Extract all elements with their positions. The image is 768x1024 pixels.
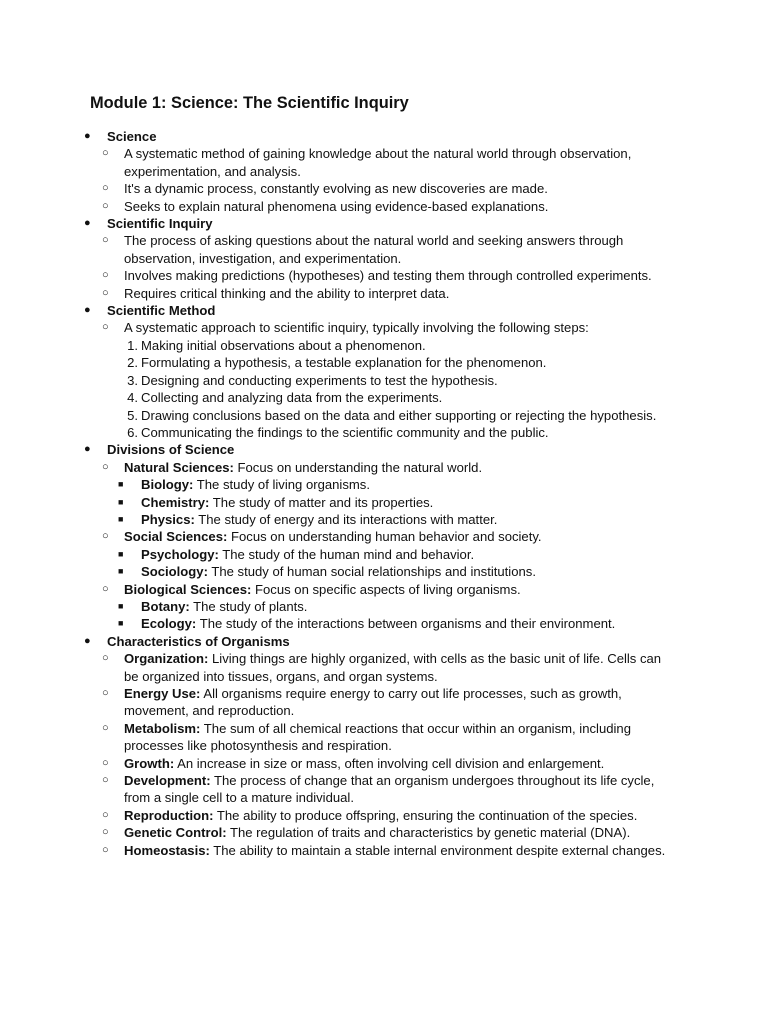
term-label: Growth: [124, 755, 175, 771]
bullet-hollow-icon: ○ [102, 687, 109, 699]
bullet-filled-icon: ● [84, 634, 91, 647]
step-text: Collecting and analyzing data from the experiments. [141, 390, 443, 406]
bullet-hollow-icon: ○ [102, 234, 109, 247]
bullet-filled-icon: ● [84, 443, 91, 456]
bullet-hollow-icon: ○ [102, 530, 109, 543]
item-text: An increase in size or mass, often involving cell division and enlargement. [174, 755, 605, 771]
list-item [0, 650, 768, 685]
bullet-hollow-icon: ○ [102, 756, 109, 769]
list-item [0, 842, 768, 859]
term-label: Botany: [141, 598, 190, 614]
list-item [0, 459, 768, 476]
list-item [0, 685, 768, 720]
term-label: Chemistry: [141, 494, 210, 510]
step-text: Designing and conducting experiments to test the hypothesis. [141, 372, 498, 388]
bullet-square-icon: ■ [118, 618, 124, 629]
step-number: 5. [127, 407, 138, 423]
sub-item [0, 563, 768, 580]
step-number: 6. [127, 424, 138, 440]
section-heading-text: Science [107, 129, 157, 144]
term-label: Biology: [141, 477, 194, 493]
section-heading [0, 633, 768, 650]
bullet-hollow-icon: ○ [102, 321, 109, 334]
bullet-hollow-icon: ○ [102, 582, 109, 595]
list-item [0, 198, 768, 215]
list-item [0, 772, 768, 807]
bullet-hollow-icon: ○ [102, 199, 109, 212]
section-heading [0, 302, 768, 319]
item-text: The sum of all chemical reactions that occur within an organism, including processes like photosynthesis and respiration. [124, 720, 631, 754]
step-item [0, 389, 768, 406]
sub-item [0, 546, 768, 563]
list-item [0, 755, 768, 772]
item-text: The regulation of traits and characteristics by genetic material (DNA). [226, 825, 631, 841]
term-label: Physics: [141, 511, 195, 527]
section-heading [0, 215, 768, 232]
section-heading-text: Scientific Method [107, 303, 216, 319]
bullet-hollow-icon: ○ [102, 269, 109, 282]
step-text: Drawing conclusions based on the data and either supporting or rejecting the hypothesis. [141, 407, 657, 423]
item-text: Seeks to explain natural phenomena using evidence-based explanations. [124, 198, 549, 214]
item-text: Living things are highly organized, with cells as the basic unit of life. Cells can be organized into tissues, organs, and organ systems. [124, 651, 662, 684]
step-text: Making initial observations about a phenomenon. [141, 337, 426, 353]
bullet-hollow-icon: ○ [102, 774, 109, 787]
item-text: The process of asking questions about the natural world and seeking answers through observation, investigation, and experimentation. [124, 233, 624, 266]
item-text: The study of energy and its interactions with matter. [194, 511, 498, 527]
item-text: All organisms require energy to carry out life processes, such as growth, movement, and reproduction. [124, 686, 622, 719]
bullet-square-icon: ■ [118, 479, 124, 490]
term-label: Homeostasis: [124, 842, 210, 858]
step-number: 3. [127, 372, 138, 388]
item-text: The study of human social relationships and institutions. [207, 564, 536, 580]
bullet-hollow-icon: ○ [102, 826, 109, 839]
step-number: 1. [127, 337, 138, 353]
term-label: Genetic Control: [124, 825, 227, 841]
step-item [0, 407, 768, 424]
outline-list [0, 128, 768, 859]
bullet-hollow-icon: ○ [102, 460, 109, 473]
bullet-hollow-icon: ○ [102, 808, 109, 821]
list-item [0, 285, 768, 302]
term-label: Organization: [124, 651, 209, 667]
list-item [0, 581, 768, 598]
step-item [0, 424, 768, 441]
step-text: Formulating a hypothesis, a testable explanation for the phenomenon. [141, 355, 547, 371]
section-heading [0, 128, 768, 145]
item-text: The study of the human mind and behavior. [218, 546, 475, 562]
term-label: Natural Sciences: [124, 459, 234, 475]
bullet-hollow-icon: ○ [102, 286, 109, 299]
bullet-hollow-icon: ○ [102, 721, 109, 734]
bullet-square-icon: ■ [118, 600, 124, 611]
bullet-hollow-icon: ○ [102, 147, 109, 160]
term-label: Social Sciences: [124, 529, 228, 545]
step-item [0, 337, 768, 354]
item-text: The ability to maintain a stable internal environment despite external changes. [209, 842, 666, 858]
list-item [0, 720, 768, 755]
list-item [0, 232, 768, 267]
term-label: Psychology: [141, 546, 219, 562]
step-item [0, 372, 768, 389]
item-text: The process of change that an organism undergoes throughout its life cycle, from a single cell to a mature individual. [124, 773, 655, 806]
item-text: Focus on specific aspects of living organisms. [251, 581, 521, 597]
bullet-hollow-icon: ○ [102, 843, 109, 856]
page-title: Module 1: Science: The Scientific Inquiry [90, 94, 409, 112]
sub-item [0, 511, 768, 528]
item-text: It's a dynamic process, constantly evolving as new discoveries are made. [124, 181, 548, 197]
sub-item [0, 598, 768, 615]
step-text: Communicating the findings to the scientific community and the public. [141, 424, 549, 440]
section-heading-text: Divisions of Science [107, 442, 235, 458]
item-text: The study of living organisms. [193, 477, 370, 493]
list-item [0, 145, 768, 180]
term-label: Biological Sciences: [124, 581, 252, 597]
term-label: Development: [124, 773, 211, 789]
bullet-square-icon: ■ [118, 566, 124, 577]
section-heading [0, 441, 768, 458]
list-item [0, 528, 768, 545]
item-text: Involves making predictions (hypotheses) and testing them through controlled experiments. [124, 268, 652, 284]
bullet-square-icon: ■ [118, 513, 124, 524]
bullet-square-icon: ■ [118, 548, 124, 559]
list-item [0, 319, 768, 336]
section-heading-text: Characteristics of Organisms [107, 633, 290, 649]
list-item [0, 807, 768, 824]
item-text: Focus on understanding the natural world. [233, 459, 483, 475]
item-text: Requires critical thinking and the ability to interpret data. [124, 285, 450, 301]
term-label: Sociology: [141, 564, 208, 580]
bullet-filled-icon: ● [84, 217, 91, 230]
sub-item [0, 615, 768, 632]
bullet-square-icon: ■ [118, 496, 124, 507]
item-text: A systematic approach to scientific inquiry, typically involving the following steps: [124, 320, 589, 336]
item-text: A systematic method of gaining knowledge about the natural world through observation, experimentation, and analysis. [124, 146, 632, 179]
bullet-filled-icon: ● [84, 304, 91, 317]
term-label: Ecology: [141, 616, 197, 632]
step-number: 2. [127, 355, 138, 371]
item-text: The ability to produce offspring, ensuring the continuation of the species. [213, 807, 638, 823]
bullet-filled-icon: ● [84, 130, 91, 142]
item-text: Focus on understanding human behavior and society. [227, 529, 542, 545]
item-text: The study of plants. [189, 598, 308, 614]
item-text: The study of matter and its properties. [209, 494, 434, 510]
term-label: Reproduction: [124, 807, 214, 823]
list-item [0, 824, 768, 841]
section-heading-text: Scientific Inquiry [107, 216, 213, 232]
step-number: 4. [127, 390, 138, 406]
step-item [0, 354, 768, 371]
sub-item [0, 494, 768, 511]
term-label: Energy Use: [124, 686, 201, 701]
bullet-hollow-icon: ○ [102, 652, 109, 665]
bullet-hollow-icon: ○ [102, 182, 109, 195]
term-label: Metabolism: [124, 720, 201, 736]
item-text: The study of the interactions between organisms and their environment. [196, 616, 616, 632]
list-item [0, 180, 768, 197]
list-item [0, 267, 768, 284]
sub-item [0, 476, 768, 493]
